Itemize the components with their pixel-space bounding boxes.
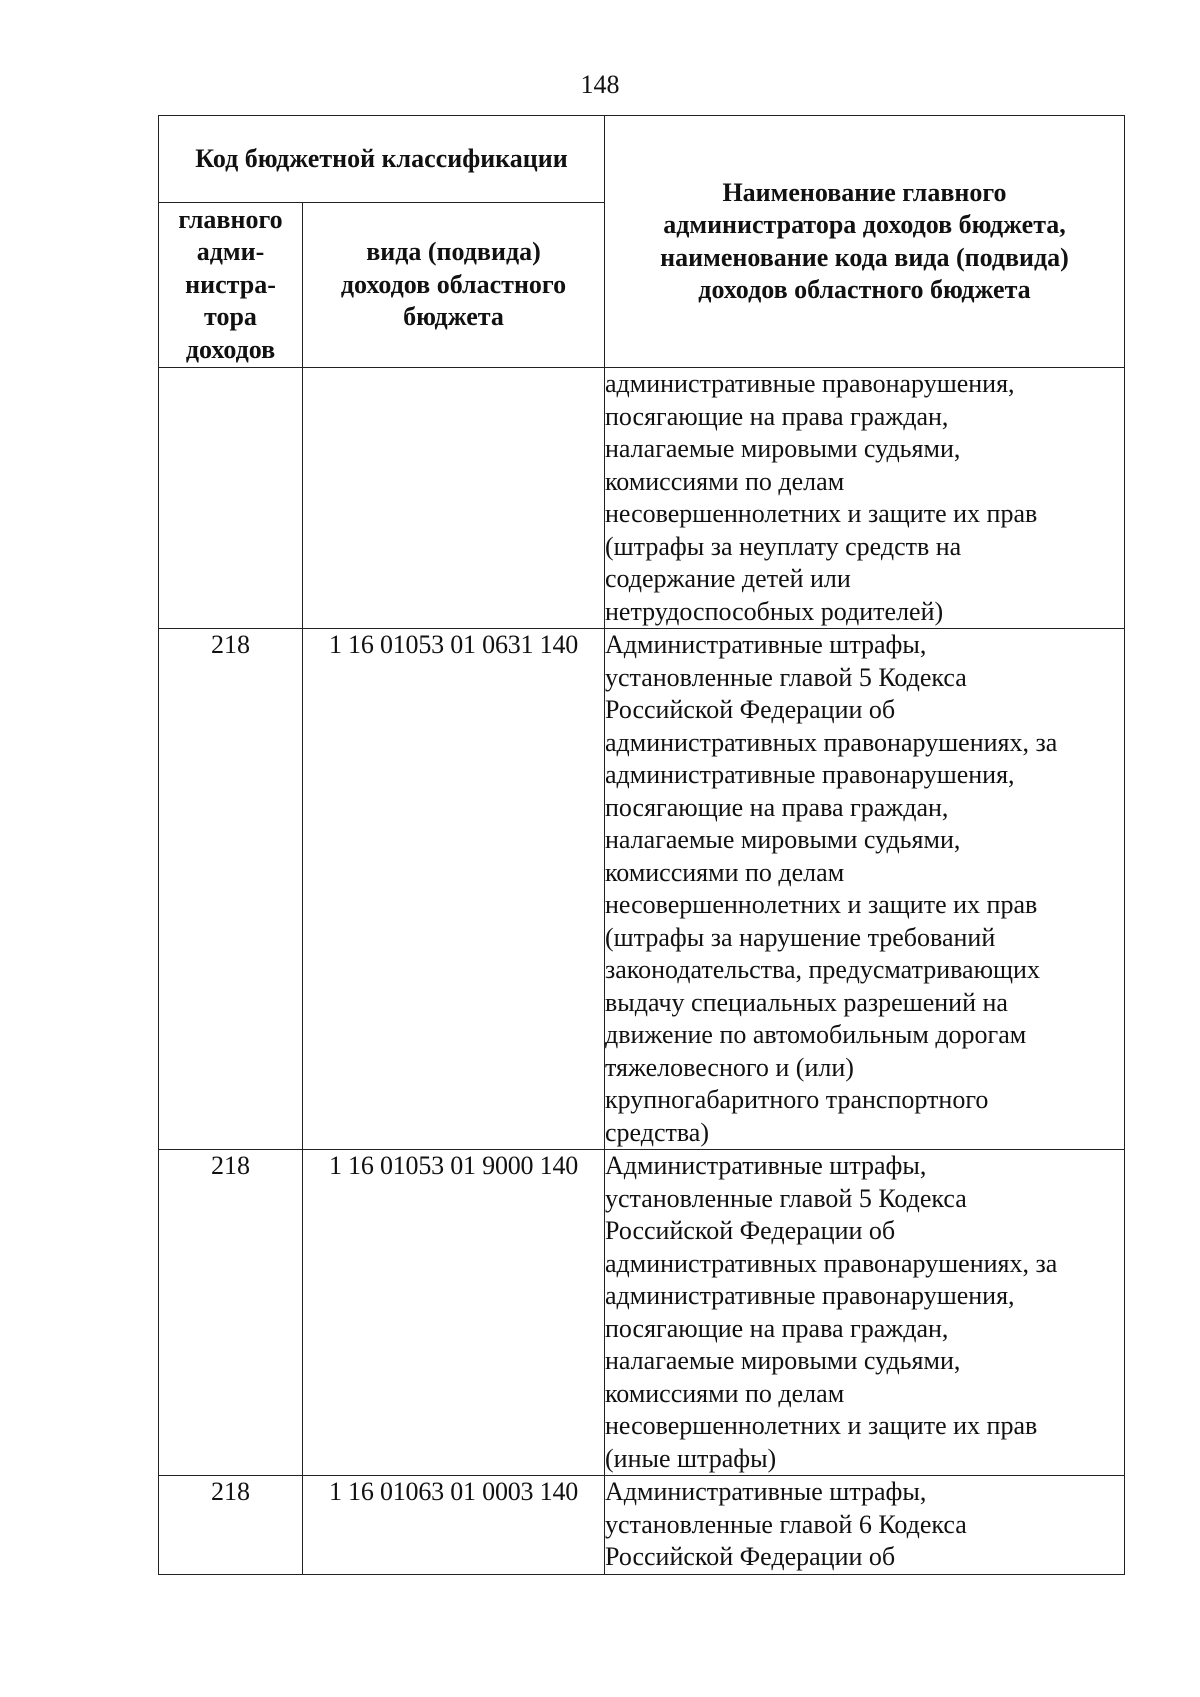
page-number: 148	[580, 70, 620, 99]
description-cell	[605, 368, 1125, 629]
description-line: посягающие на права граждан,	[605, 401, 949, 431]
description-line: налагаемые мировыми судьями,	[605, 825, 961, 854]
description-cell	[605, 629, 1125, 1150]
description-line: Административные штрафы,	[605, 1151, 927, 1180]
column-header-code-line: доходов областного	[340, 269, 567, 299]
description-line: административные правонарушения,	[605, 760, 1015, 789]
description-line: движение по автомобильным дорогам	[605, 1020, 1027, 1049]
description-cell	[605, 1476, 1125, 1575]
header-row-top	[159, 116, 1125, 203]
description-line: (штрафы за нарушение требований	[605, 922, 996, 952]
description-line: установленные главой 6 Кодекса	[605, 1509, 967, 1539]
table-row	[159, 368, 1125, 629]
column-header-name-line: администратора доходов бюджета,	[663, 210, 1066, 239]
column-header-code	[303, 203, 605, 368]
table-header	[159, 116, 1125, 368]
description-line: Российской Федерации об	[605, 695, 896, 724]
table-row	[159, 1476, 1125, 1575]
description-line: Российской Федерации об	[605, 1216, 896, 1245]
table-row	[159, 629, 1125, 1150]
description-line: комиссиями по делам	[605, 466, 845, 496]
description-line: законодательства, предусматривающих	[605, 955, 1040, 984]
description-line: административные правонарушения,	[605, 1281, 1015, 1310]
description-line: посягающие на права граждан,	[605, 1313, 949, 1343]
description-line: (штрафы за неуплату средств на	[605, 531, 962, 561]
description-cell	[605, 1150, 1125, 1476]
description-line: установленные главой 5 Кодекса	[605, 1183, 967, 1213]
description-line: налагаемые мировыми судьями,	[605, 1346, 961, 1375]
description-line: комиссиями по делам	[605, 1378, 845, 1408]
column-header-code-line: вида (подвида)	[366, 237, 541, 267]
admin-code-cell	[159, 368, 303, 629]
description-line: Административные штрафы,	[605, 630, 927, 659]
description-line: несовершеннолетних и защите их прав	[605, 890, 1038, 919]
column-header-admin	[159, 203, 303, 368]
income-code-cell: 1 16 01063 01 0003 140	[303, 1476, 605, 1575]
column-header-admin-line: главного	[178, 204, 283, 234]
description-line: налагаемые мировыми судьями,	[605, 434, 961, 463]
income-code-cell: 1 16 01053 01 9000 140	[303, 1150, 605, 1476]
admin-code-cell: 218	[159, 1150, 303, 1476]
description-line: административных правонарушениях, за	[605, 1248, 1058, 1278]
description-line: несовершеннолетних и защите их прав	[605, 1411, 1038, 1440]
column-header-admin-line: доходов	[185, 334, 276, 364]
group-header-budget-code: Код бюджетной классификации	[159, 116, 605, 203]
column-header-code-line: бюджета	[403, 302, 504, 332]
column-header-name	[605, 116, 1125, 368]
budget-classification-table	[158, 115, 1125, 1575]
description-line: посягающие на права граждан,	[605, 792, 949, 822]
column-header-name-line: наименование кода вида (подвида)	[660, 242, 1069, 272]
table-body	[159, 368, 1125, 1575]
description-line: нетрудоспособных родителей)	[605, 596, 944, 626]
description-line: административные правонарушения,	[605, 369, 1015, 398]
admin-code-cell: 218	[159, 1476, 303, 1575]
admin-code-cell: 218	[159, 629, 303, 1150]
description-line: (иные штрафы)	[605, 1443, 777, 1473]
description-line: содержание детей или	[605, 564, 851, 593]
description-line: средства)	[605, 1117, 709, 1147]
description-line: административных правонарушениях, за	[605, 727, 1058, 757]
description-line: комиссиями по делам	[605, 857, 845, 887]
column-header-admin-line: адми-	[196, 237, 265, 267]
description-line: выдачу специальных разрешений на	[605, 987, 1008, 1017]
table-row	[159, 1150, 1125, 1476]
column-header-admin-line: тора	[204, 302, 257, 332]
column-header-name-line: доходов областного бюджета	[698, 275, 1031, 304]
description-line: Административные штрафы,	[605, 1477, 927, 1506]
description-line: установленные главой 5 Кодекса	[605, 662, 967, 692]
description-line: тяжеловесного и (или)	[605, 1052, 854, 1082]
description-line: крупногабаритного транспортного	[605, 1085, 989, 1114]
income-code-cell: 1 16 01053 01 0631 140	[303, 629, 605, 1150]
income-code-cell	[303, 368, 605, 629]
description-line: Российской Федерации об	[605, 1542, 896, 1571]
description-line: несовершеннолетних и защите их прав	[605, 499, 1038, 528]
column-header-admin-line: нистра-	[185, 269, 276, 299]
column-header-name-line: Наименование главного	[722, 177, 1007, 207]
